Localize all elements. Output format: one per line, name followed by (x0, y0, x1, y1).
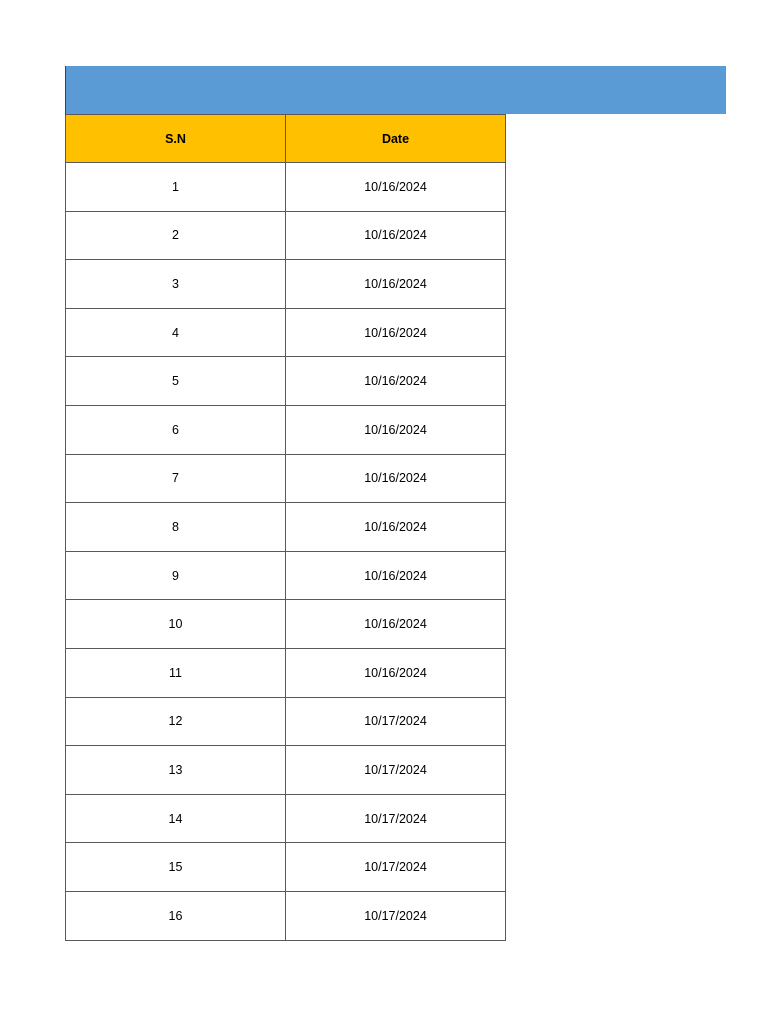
cell-date: 10/16/2024 (286, 405, 506, 454)
table-row (66, 357, 506, 406)
cell-sn: 1 (66, 163, 286, 212)
cell-sn: 15 (66, 843, 286, 892)
table-row (66, 697, 506, 746)
table-row (66, 600, 506, 649)
cell-sn: 12 (66, 697, 286, 746)
cell-sn: 16 (66, 891, 286, 940)
title-band (65, 66, 726, 114)
cell-date: 10/16/2024 (286, 357, 506, 406)
cell-sn: 7 (66, 454, 286, 503)
header-date: Date (286, 115, 506, 163)
table-row (66, 260, 506, 309)
cell-date: 10/16/2024 (286, 163, 506, 212)
cell-date: 10/17/2024 (286, 891, 506, 940)
cell-date: 10/17/2024 (286, 843, 506, 892)
cell-sn: 14 (66, 794, 286, 843)
table-row (66, 843, 506, 892)
cell-sn: 8 (66, 503, 286, 552)
cell-sn: 3 (66, 260, 286, 309)
cell-date: 10/16/2024 (286, 503, 506, 552)
table-row (66, 405, 506, 454)
cell-sn: 4 (66, 308, 286, 357)
cell-sn: 13 (66, 746, 286, 795)
header-sn: S.N (66, 115, 286, 163)
table-row (66, 648, 506, 697)
cell-sn: 11 (66, 648, 286, 697)
header-row (66, 115, 506, 163)
cell-date: 10/16/2024 (286, 454, 506, 503)
table-row (66, 503, 506, 552)
cell-date: 10/16/2024 (286, 211, 506, 260)
table-row (66, 551, 506, 600)
cell-date: 10/17/2024 (286, 697, 506, 746)
cell-sn: 9 (66, 551, 286, 600)
cell-date: 10/16/2024 (286, 260, 506, 309)
table-body (66, 163, 506, 941)
cell-date: 10/16/2024 (286, 308, 506, 357)
cell-date: 10/16/2024 (286, 551, 506, 600)
table-row (66, 308, 506, 357)
table-row (66, 891, 506, 940)
cell-sn: 5 (66, 357, 286, 406)
cell-date: 10/16/2024 (286, 648, 506, 697)
cell-date: 10/17/2024 (286, 746, 506, 795)
table-row (66, 746, 506, 795)
cell-sn: 10 (66, 600, 286, 649)
table-row (66, 211, 506, 260)
data-table (65, 114, 506, 941)
cell-date: 10/16/2024 (286, 600, 506, 649)
table-row (66, 454, 506, 503)
cell-sn: 2 (66, 211, 286, 260)
cell-date: 10/17/2024 (286, 794, 506, 843)
table-row (66, 794, 506, 843)
table-row (66, 163, 506, 212)
cell-sn: 6 (66, 405, 286, 454)
